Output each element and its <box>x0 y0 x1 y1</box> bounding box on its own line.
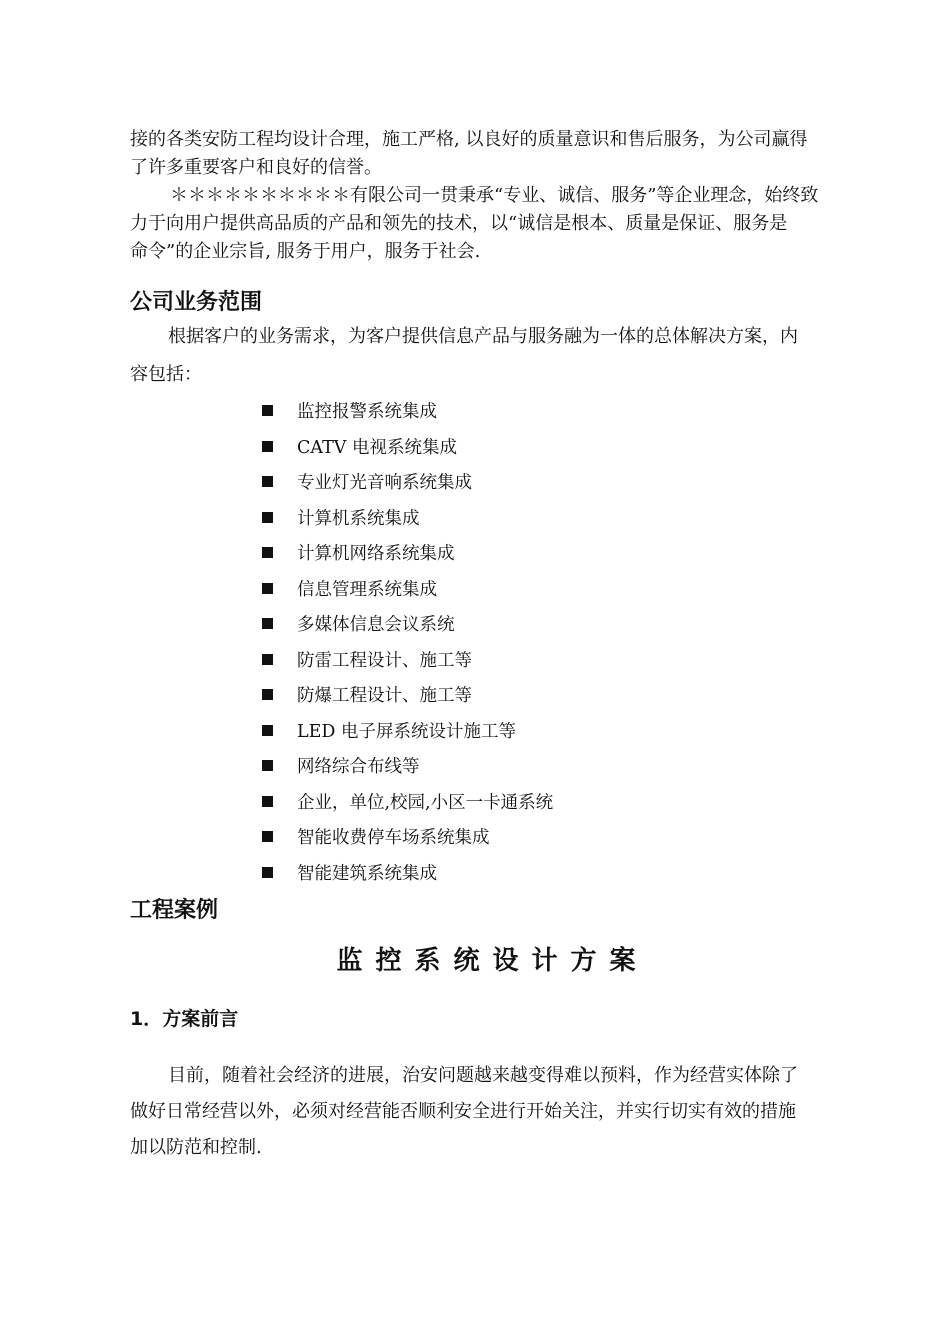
list-item: 智能收费停车场系统集成 <box>262 819 553 855</box>
cases-heading: 工程案例 <box>130 898 219 923</box>
business-heading: 公司业务范围 <box>130 290 263 315</box>
square-bullet-icon <box>262 405 273 416</box>
square-bullet-icon <box>262 618 273 629</box>
preface-line: 做好日常经营以外，必须对经营能否顺利安全进行开始关注，并实行切实有效的措施 <box>130 1101 796 1122</box>
square-bullet-icon <box>262 796 273 807</box>
square-bullet-icon <box>262 689 273 700</box>
list-item: 防雷工程设计、施工等 <box>262 642 553 678</box>
intro-line: 力于向用户提供高品质的产品和领先的技术，以“诚信是根本、质量是保证、服务是 <box>130 213 788 234</box>
intro-line: 接的各类安防工程均设计合理，施工严格, 以良好的质量意识和售后服务，为公司赢得 <box>130 129 808 150</box>
square-bullet-icon <box>262 831 273 842</box>
list-item: CATV 电视系统集成 <box>262 429 553 465</box>
square-bullet-icon <box>262 512 273 523</box>
preface-paragraph <box>130 1058 855 1166</box>
list-item: 网络综合布线等 <box>262 748 553 784</box>
list-item: 计算机网络系统集成 <box>262 535 553 571</box>
square-bullet-icon <box>262 654 273 665</box>
intro-paragraph <box>130 126 855 266</box>
square-bullet-icon <box>262 547 273 558</box>
list-item: 专业灯光音响系统集成 <box>262 464 553 500</box>
preface-line: 目前，随着社会经济的进展，治安问题越来越变得难以预料，作为经营实体除了 <box>168 1065 798 1086</box>
square-bullet-icon <box>262 760 273 771</box>
list-item: 企业，单位,校园,小区一卡通系统 <box>262 784 553 820</box>
intro-line: ＊＊＊＊＊＊＊＊＊＊有限公司一贯秉承“专业、诚信、服务”等企业理念，始终致 <box>170 185 819 206</box>
business-line: 根据客户的业务需求，为客户提供信息产品与服务融为一体的总体解决方案，内 <box>168 326 798 347</box>
business-paragraph <box>130 321 855 393</box>
list-item: 监控报警系统集成 <box>262 393 553 429</box>
list-item: 多媒体信息会议系统 <box>262 606 553 642</box>
square-bullet-icon <box>262 867 273 878</box>
square-bullet-icon <box>262 583 273 594</box>
business-list <box>262 393 553 890</box>
intro-line: 命令”的企业宗旨, 服务于用户，服务于社会. <box>130 241 481 262</box>
preface-line: 加以防范和控制. <box>130 1137 262 1158</box>
list-item: 计算机系统集成 <box>262 500 553 536</box>
list-item: 智能建筑系统集成 <box>262 855 553 891</box>
section-heading: 1．方案前言 <box>130 1008 239 1030</box>
list-item: 防爆工程设计、施工等 <box>262 677 553 713</box>
list-item: 信息管理系统集成 <box>262 571 553 607</box>
list-item: LED 电子屏系统设计施工等 <box>262 713 553 749</box>
document-title: 监控系统设计方案 <box>336 946 649 976</box>
square-bullet-icon <box>262 441 273 452</box>
square-bullet-icon <box>262 476 273 487</box>
intro-line: 了许多重要客户和良好的信誉。 <box>130 157 382 178</box>
square-bullet-icon <box>262 725 273 736</box>
business-line: 容包括： <box>130 364 202 385</box>
